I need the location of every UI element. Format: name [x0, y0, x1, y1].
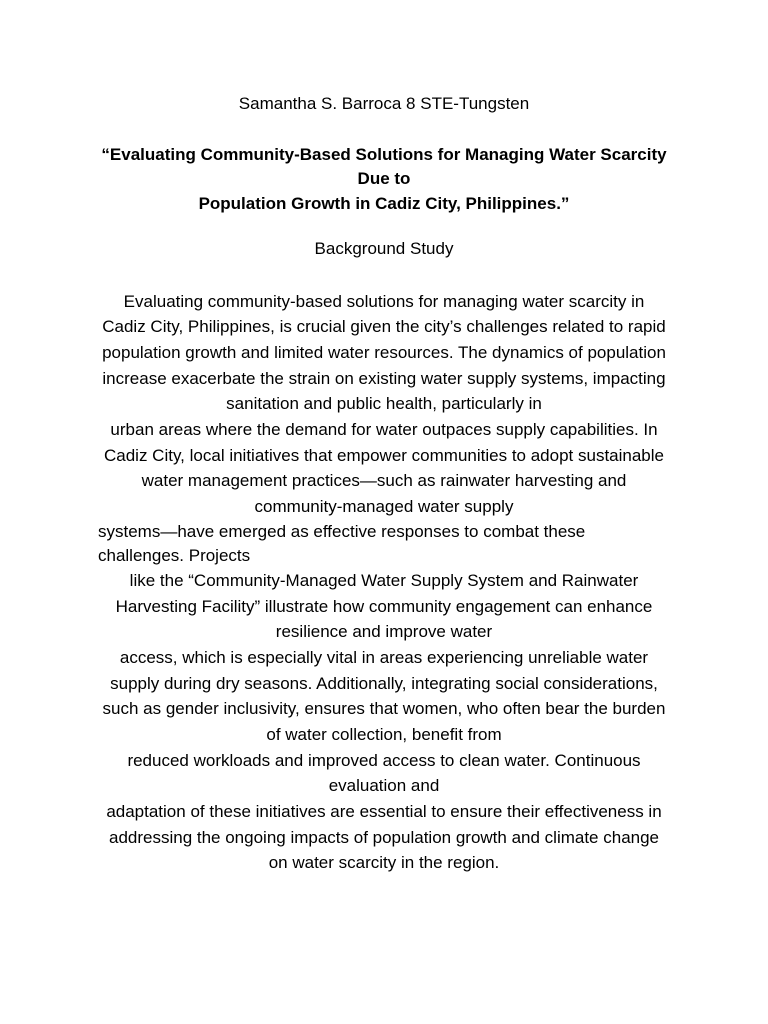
section-heading: Background Study	[314, 239, 454, 258]
title-line-2: Due to	[357, 169, 411, 188]
body-line: community-managed water supply	[254, 497, 514, 516]
body-line: on water scarcity in the region.	[268, 853, 500, 872]
title-line-1: “Evaluating Community-Based Solutions for Managing Water Scarcity	[101, 145, 667, 164]
body-line: challenges. Projects	[98, 546, 251, 565]
body-line: adaptation of these initiatives are essential to ensure their effectiveness in	[106, 802, 662, 821]
body-line: reduced workloads and improved access to clean water. Continuous	[127, 751, 641, 770]
body-line: increase exacerbate the strain on existing water supply systems, impacting	[102, 369, 666, 388]
body-line: water management practices—such as rainwater harvesting and	[141, 471, 627, 490]
body-line: addressing the ongoing impacts of population growth and climate change	[108, 828, 660, 847]
body-line: population growth and limited water resources. The dynamics of population	[102, 343, 666, 362]
author-line: Samantha S. Barroca 8 STE-Tungsten	[238, 94, 530, 113]
body-line: urban areas where the demand for water outpaces supply capabilities. In	[110, 420, 658, 439]
body-line: Cadiz City, local initiatives that empower communities to adopt sustainable	[103, 446, 664, 465]
body-line: like the “Community-Managed Water Supply System and Rainwater	[129, 571, 639, 590]
body-line: systems—have emerged as effective responses to combat these	[98, 522, 586, 541]
body-line: such as gender inclusivity, ensures that women, who often bear the burden	[102, 699, 666, 718]
body-line: resilience and improve water	[275, 622, 493, 641]
body-line: Cadiz City, Philippines, is crucial given the city’s challenges related to rapid	[102, 317, 666, 336]
body-line: access, which is especially vital in areas experiencing unreliable water	[119, 648, 649, 667]
body-line: supply during dry seasons. Additionally, integrating social considerations,	[110, 674, 658, 693]
body-line: of water collection, benefit from	[266, 725, 502, 744]
body-line: Harvesting Facility” illustrate how community engagement can enhance	[115, 597, 653, 616]
title-line-3: Population Growth in Cadiz City, Philippines.”	[198, 194, 570, 213]
body-line: Evaluating community-based solutions for managing water scarcity in	[123, 292, 645, 311]
body-line: sanitation and public health, particularly in	[226, 394, 542, 413]
body-line: evaluation and	[328, 776, 440, 795]
